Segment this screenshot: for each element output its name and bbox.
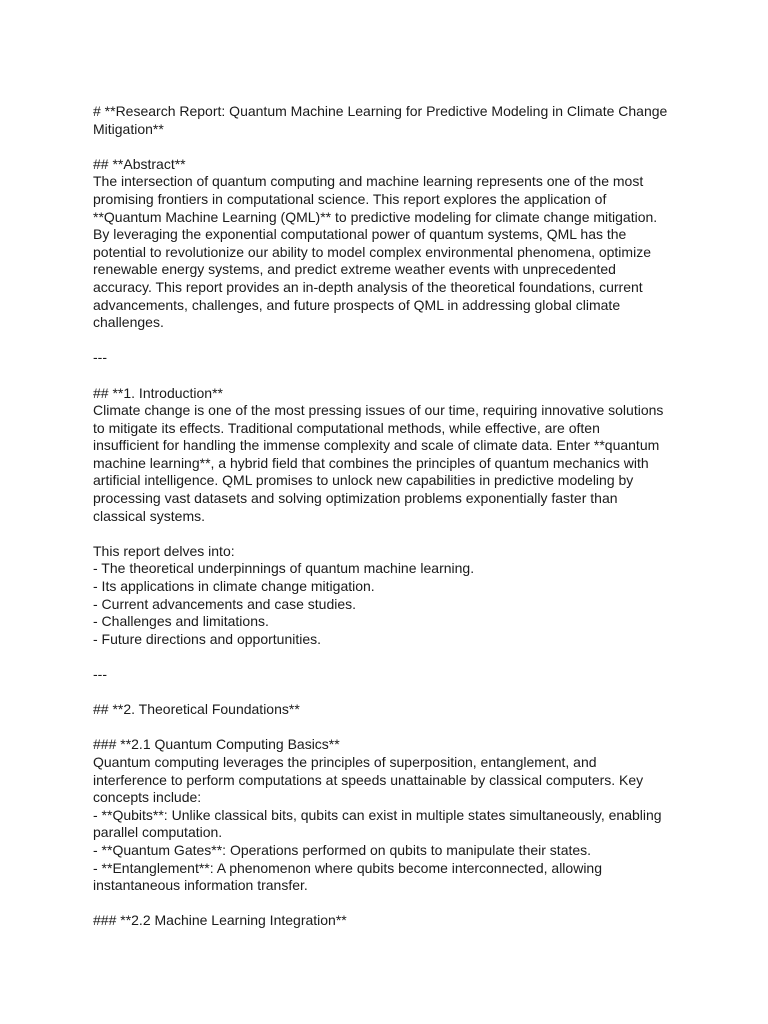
blank-line bbox=[93, 525, 693, 543]
quantum-basics-heading: ### **2.1 Quantum Computing Basics** bbox=[93, 736, 340, 753]
introduction-line: Climate change is one of the most pressing issues of our time, requiring innovative solutions bbox=[93, 402, 664, 419]
introduction-line: processing vast datasets and solving optimization problems exponentially faster than bbox=[93, 490, 618, 507]
document-page bbox=[93, 103, 693, 930]
quantum-basics-line: - **Entanglement**: A phenomenon where qubits become interconnected, allowing bbox=[93, 859, 602, 876]
abstract-line: renewable energy systems, and predict extreme weather events with unprecedented bbox=[93, 261, 616, 278]
abstract-heading: ## **Abstract** bbox=[93, 155, 186, 172]
introduction-line: machine learning**, a hybrid field that combines the principles of quantum mechanics with bbox=[93, 454, 649, 471]
introduction-line: artificial intelligence. QML promises to unlock new capabilities in predictive modeling by bbox=[93, 472, 634, 489]
quantum-basics-line: concepts include: bbox=[93, 789, 202, 806]
list-item: - Challenges and limitations. bbox=[93, 613, 269, 630]
introduction-line: insufficient for handling the immense complexity and scale of climate data. Enter **quantum bbox=[93, 437, 660, 454]
delves-intro: This report delves into: bbox=[93, 542, 235, 559]
abstract-line: advancements, challenges, and future prospects of QML in addressing global climate bbox=[93, 296, 621, 313]
section-separator: --- bbox=[93, 349, 107, 366]
blank-line bbox=[93, 332, 693, 350]
ml-integration-heading: ### **2.2 Machine Learning Integration** bbox=[93, 912, 347, 929]
blank-line bbox=[93, 138, 693, 156]
abstract-line: By leveraging the exponential computational power of quantum systems, QML has the bbox=[93, 226, 627, 243]
blank-line bbox=[93, 684, 693, 702]
list-item: - The theoretical underpinnings of quantum machine learning. bbox=[93, 560, 475, 577]
abstract-line: accuracy. This report provides an in-depth analysis of the theoretical foundations, current bbox=[93, 278, 643, 295]
list-item: - Its applications in climate change mitigation. bbox=[93, 578, 375, 595]
blank-line bbox=[93, 367, 693, 385]
report-title-line-1: # **Research Report: Quantum Machine Learning for Predictive Modeling in Climate Change bbox=[93, 103, 668, 119]
quantum-basics-line: - **Quantum Gates**: Operations performed on qubits to manipulate their states. bbox=[93, 841, 592, 858]
abstract-line: potential to revolutionize our ability to model complex environmental phenomena, optimize bbox=[93, 243, 651, 260]
blank-line bbox=[93, 648, 693, 666]
quantum-basics-line: parallel computation. bbox=[93, 824, 223, 841]
list-item: - Current advancements and case studies. bbox=[93, 595, 357, 612]
introduction-line: to mitigate its effects. Traditional computational methods, while effective, are often bbox=[93, 419, 600, 436]
quantum-basics-line: - **Qubits**: Unlike classical bits, qubits can exist in multiple states simultaneously, enabling bbox=[93, 806, 662, 823]
abstract-line: promising frontiers in computational science. This report explores the application of bbox=[93, 190, 607, 207]
introduction-line: classical systems. bbox=[93, 507, 206, 524]
blank-line bbox=[93, 895, 693, 913]
abstract-line: **Quantum Machine Learning (QML)** to predictive modeling for climate change mitigation. bbox=[93, 208, 658, 225]
abstract-line: The intersection of quantum computing and machine learning represents one of the most bbox=[93, 173, 644, 190]
blank-line bbox=[93, 719, 693, 737]
quantum-basics-line: Quantum computing leverages the principles of superposition, entanglement, and bbox=[93, 753, 597, 770]
foundations-heading: ## **2. Theoretical Foundations** bbox=[93, 701, 300, 718]
abstract-line: challenges. bbox=[93, 314, 164, 331]
section-separator: --- bbox=[93, 666, 107, 682]
quantum-basics-line: interference to perform computations at speeds unattainable by classical computers. Key bbox=[93, 771, 644, 788]
quantum-basics-line: instantaneous information transfer. bbox=[93, 877, 308, 894]
introduction-heading: ## **1. Introduction** bbox=[93, 384, 223, 401]
list-item: - Future directions and opportunities. bbox=[93, 630, 322, 647]
report-title-line-2: Mitigation** bbox=[93, 120, 164, 137]
